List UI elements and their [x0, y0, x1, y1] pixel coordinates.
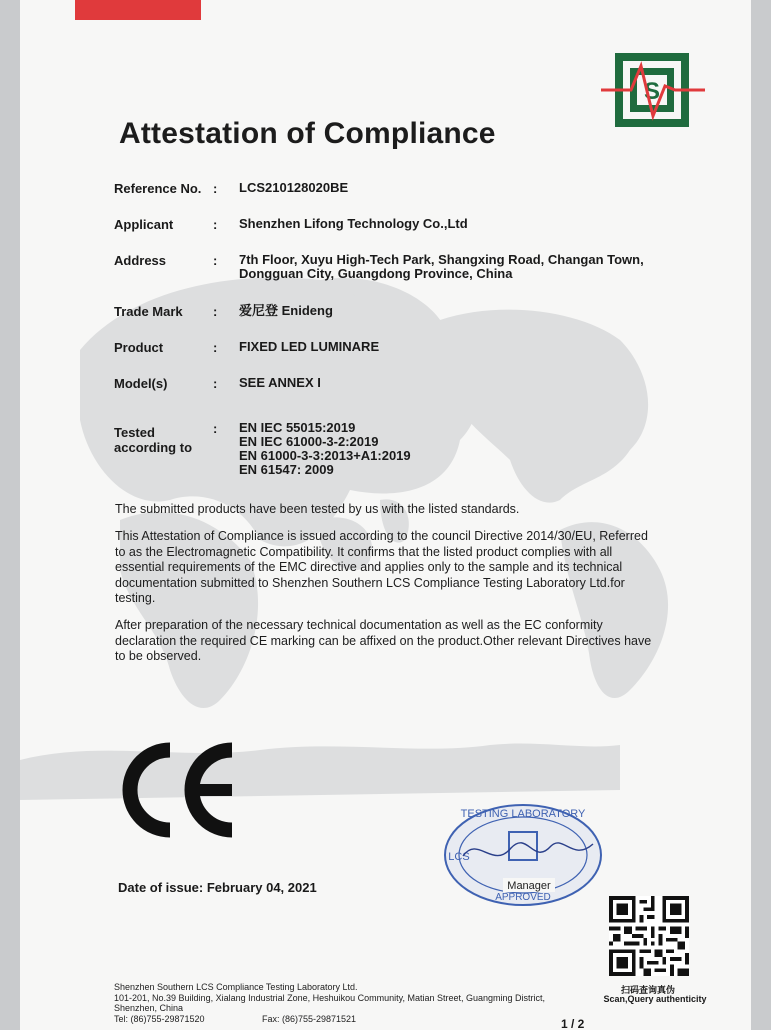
colon: : — [213, 217, 218, 232]
svg-text:S: S — [643, 78, 661, 105]
qr-code[interactable] — [609, 896, 689, 976]
paragraph-tested: The submitted products have been tested by us with the listed standards. — [115, 502, 520, 516]
stamp-bottom-text: APPROVED — [495, 892, 551, 903]
standard-item: EN IEC 61000-3-2:2019 — [239, 434, 379, 449]
paragraph-ce-marking: After preparation of the necessary technical documentation as well as the EC conformity declaration the required CE marking can be affixed on the product.Other relevant Directives have to be observed. — [115, 618, 652, 663]
date-of-issue: Date of issue: February 04, 2021 — [118, 880, 317, 895]
address-label: Address — [114, 253, 167, 268]
laboratory-stamp — [433, 800, 613, 910]
product-value: FIXED LED LUMINARE — [239, 339, 380, 354]
lcs-logo — [601, 50, 706, 130]
standards-list — [239, 421, 639, 477]
reference-label: Reference No. — [114, 181, 202, 196]
applicant-label: Applicant — [114, 217, 174, 232]
footer-company: Shenzhen Southern LCS Compliance Testing Laboratory Ltd. — [114, 982, 358, 992]
product-label: Product — [114, 340, 164, 355]
models-value: SEE ANNEX I — [239, 375, 321, 390]
footer-address: 101-201, No.39 Building, Xialang Industrial Zone, Heshuikou Community, Matian Street, Guangming District, — [114, 992, 546, 1003]
stamp-left-text: LCS — [448, 851, 470, 863]
tested-label-line-1: Tested — [114, 425, 155, 440]
red-top-bar — [75, 0, 201, 20]
page-number: 1 / 2 — [561, 1017, 585, 1030]
footer-tel: Tel: (86)755-29871520 — [114, 1013, 205, 1024]
footer-fax: Fax: (86)755-29871521 — [262, 1013, 357, 1024]
colon: : — [213, 376, 218, 391]
tested-label — [114, 425, 214, 455]
applicant-value: Shenzhen Lifong Technology Co.,Ltd — [239, 216, 468, 231]
certificate-page — [20, 0, 751, 1030]
colon: : — [213, 304, 218, 319]
colon: : — [213, 253, 218, 268]
stamp-top-text: TESTING LABORATORY — [460, 808, 586, 820]
colon: : — [213, 421, 218, 436]
address-value — [239, 252, 644, 281]
colon: : — [213, 340, 218, 355]
reference-value: LCS210128020BE — [239, 180, 349, 195]
colon: : — [213, 181, 218, 196]
address-line-2: Dongguan City, Guangdong Province, China — [239, 266, 513, 281]
document-title: Attestation of Compliance — [119, 117, 496, 150]
manager-label: Manager — [507, 880, 551, 892]
tested-label-line-2: according to — [114, 440, 193, 455]
ce-mark — [120, 740, 245, 840]
footer-city: Shenzhen, China — [114, 1003, 184, 1013]
address-line-1: 7th Floor, Xuyu High-Tech Park, Shangxing Road, Changan Town, — [239, 252, 644, 267]
standard-item: EN 61000-3-3:2013+A1:2019 — [239, 448, 411, 463]
standard-item: EN IEC 55015:2019 — [239, 420, 356, 435]
qr-caption-en: Scan,Query authenticity — [603, 994, 707, 1004]
paragraph-directive: This Attestation of Compliance is issued according to the council Directive 2014/30/EU, Referred to as the Electromagnetic Compatibility. It confirms that the listed product complies with all essential requirements of the EMC directive and applies only to the sample and its technical documentation submitted to Shenzhen Southern LCS Compliance Testing Laboratory Ltd.for testing. — [115, 529, 648, 605]
qr-caption-cn: 扫码查询真伪 — [620, 985, 675, 995]
footer-phone-fax — [114, 1014, 545, 1025]
trade-mark-value: 爱尼登 Enideng — [239, 303, 333, 318]
footer-contact — [114, 982, 545, 1024]
trade-mark-label: Trade Mark — [114, 304, 183, 319]
models-label: Model(s) — [114, 376, 168, 391]
standard-item: EN 61547: 2009 — [239, 462, 334, 477]
